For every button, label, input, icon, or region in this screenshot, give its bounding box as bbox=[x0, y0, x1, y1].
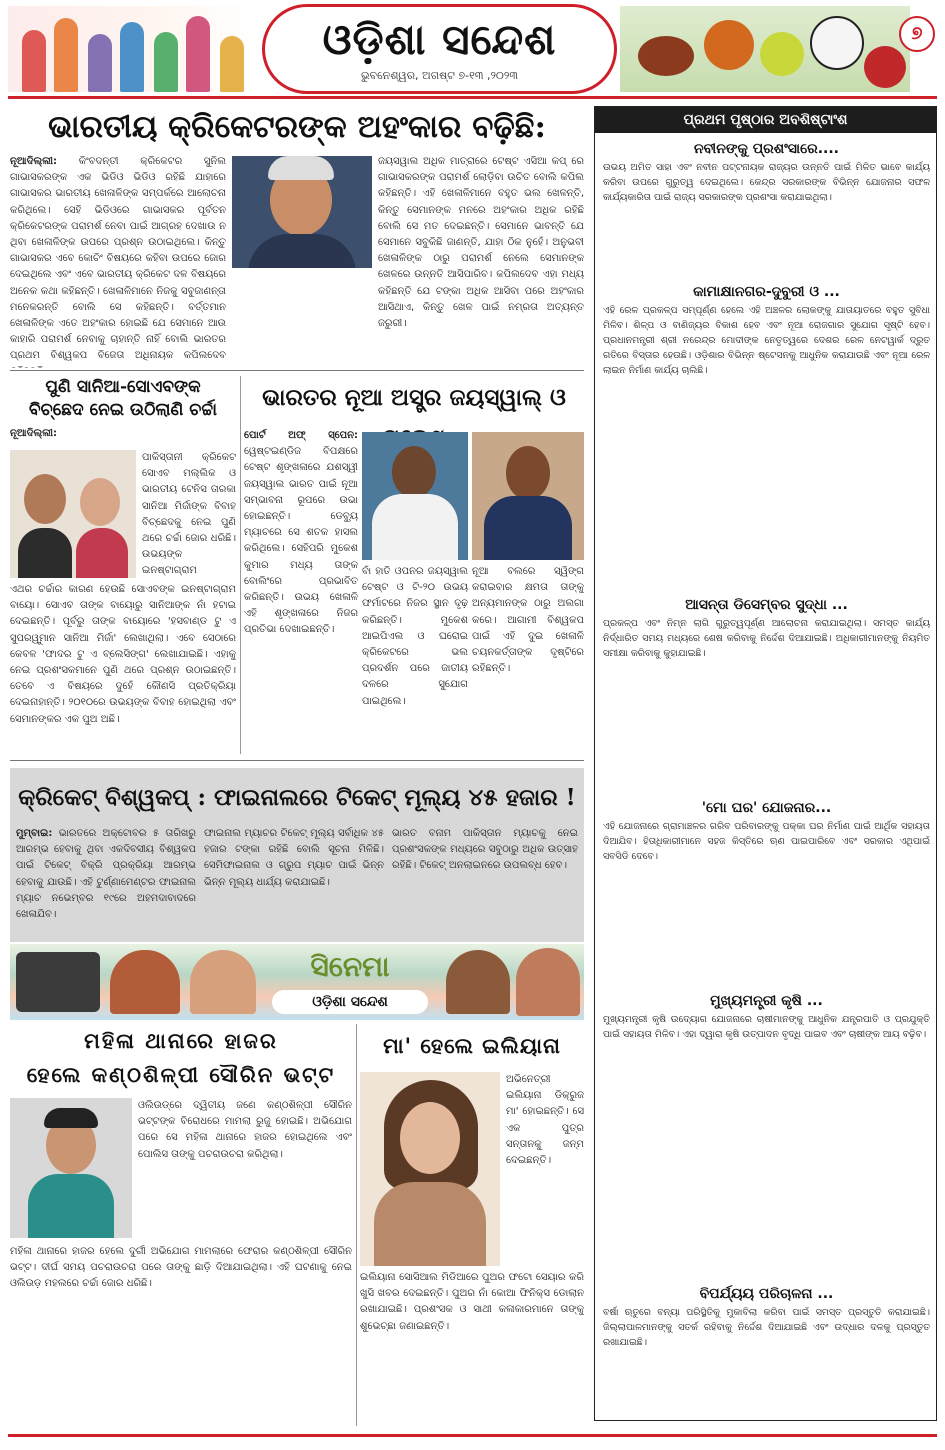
article6-side: ଅଭିନେତ୍ରୀ ଇଲିୟାନା ଡିକ୍ରୁଜ ମା' ହୋଇଛନ୍ତି। ସେ ଏକ ପୁତ୍ର ସନ୍ତାନକୁ ଜନ୍ମ ଦେଇଛନ୍ତି। bbox=[506, 1074, 584, 1166]
article2-dateline: ନୂଆଦିଲ୍ଲୀ: bbox=[10, 428, 58, 439]
section-text: ବର୍ଷା ଋତୁରେ ବନ୍ୟା ପରିସ୍ଥିତିକୁ ମୁକାବିଲା କରିବା ପାଇଁ ସମସ୍ତ ପ୍ରସ୍ତୁତି କରାଯାଇଛି। ଜିଲ୍ଲାପାଳମାନଙ୍କୁ ସତର୍କ ରହିବାକୁ ନିର୍ଦ୍ଦେଶ ଦିଆଯାଇଛି ଏବଂ ଉଦ୍ଧାର ଦଳକୁ ପ୍ରସ୍ତୁତ ରଖାଯାଇଛି। bbox=[603, 1307, 930, 1349]
continuations-body bbox=[603, 137, 930, 1417]
actor-thumbnail bbox=[446, 950, 510, 1014]
section-title: ନବୀନଙ୍କୁ ପ୍ରଶଂସାରେ.... bbox=[693, 141, 840, 157]
article3-dateline: ପୋର୍ଟ ଅଫ୍ ସ୍ପେନ: bbox=[244, 430, 358, 441]
jaiswal-photo bbox=[362, 432, 468, 560]
article2-dateline-row bbox=[10, 426, 236, 448]
article1-dateline: ନୂଆଦିଲ୍ଲୀ: bbox=[10, 156, 58, 167]
article5-body bbox=[10, 1244, 352, 1426]
article4-col3 bbox=[392, 826, 578, 938]
masthead bbox=[0, 0, 945, 98]
article5-headline bbox=[10, 1024, 352, 1092]
article1-text-1: କିଂବଦନ୍ତୀ କ୍ରିକେଟର ସୁନିଲ ଗାଭାସକରଙ୍କ ଏକ ଭିଡିଓ ଭିଡିଓ ରହିଛି ଯାହାରେ ଗାଭାସକର ଭାରତୀୟ ଖେଳାଳିଙ୍କ ସମ୍ପର୍କରେ ଆଲୋଚନା କରିଥିଲେ। ସେହି ଭିଡିଓରେ ଗାଭାସକର ପୂର୍ବତନ କ୍ରିକେଟରଙ୍କ ପରାମର୍ଶ ନେବା ପାଇଁ ଆଗ୍ରହ ଦେଖାଉ ନ ଥିବା ଖେଳାଳିଙ୍କ ଉପରେ ପ୍ରଶ୍ନ ଉଠାଇଥିଲେ। କିନ୍ତୁ ଗାଭାସକର ଏବେ କୋଚିଂ ବିଷୟରେ କହିବା ଉପରେ ଜୋର ଦେଇଥିଲେ ଏବଂ ଏବେ ଭାରତୀୟ କ୍ରିକେଟ ଦଳ ବିଷୟରେ ଅନେକ କଥା କହିଛନ୍ତି। ଖେଳାଳିମାନେ ନିଜକୁ ସବୁଜାଣନ୍ତା ମନେକରନ୍ତି ବୋଲି ସେ କହିଛନ୍ତି। ବର୍ତ୍ତମାନ ଖେଳାଳିଙ୍କ ଏତେ ଅହଂକାର ହୋଇଛି ଯେ ସେମାନେ ଆଉ କାହାରି ପରାମର୍ଶ ନେବାକୁ ଚାହାନ୍ତି ନାହିଁ ବୋଲି ଭାରତର ପ୍ରଥମ ବିଶ୍ୱକପ ବିଜେତା ଅଧିନାୟକ କପିଲଦେବ bbox=[10, 156, 226, 362]
masthead-rule bbox=[8, 96, 937, 99]
section-text: ଉଭୟ ଅମିତ ସାହା ଏବଂ ନବୀନ ପଟ୍ଟନାୟକ ରାଜ୍ୟର ଉନ୍ନତି ପାଇଁ ମିଳିତ ଭାବେ କାର୍ଯ୍ୟ କରିବା ଉପରେ ଗୁରୁତ୍ୱ ଦେଇଥିଲେ। କେନ୍ଦ୍ର ସରକାରଙ୍କ ବିଭିନ୍ନ ଯୋଜନାର ସଫଳ କାର୍ଯ୍ୟକାରିତା ପାଇଁ ରାଜ୍ୟ ସରକାରଙ୍କ ପ୍ରଶଂସା କରାଯାଇଥିଲା। bbox=[603, 162, 930, 204]
footer-rule bbox=[8, 1434, 937, 1437]
article2-side: ପାକିସ୍ତାନୀ କ୍ରିକେଟ ସୋଏବ ମଲ୍ଲିକ ଓ ଭାରତୀୟ ଟେନିସ ତାରକା ସାନିଆ ମିର୍ଜାଙ୍କ ବିବାହ ବିଚ୍ଛେଦକୁ ନେଇ ପୁଣି ଥରେ ଚର୍ଚ୍ଚା ଜୋର ଧରିଛି। ଉଭୟଙ୍କ ଇନଷ୍ଟାଗ୍ରାମ bbox=[142, 452, 236, 577]
section-title: ଆସନ୍ତା ଡିସେମ୍ବର ସୁଦ୍ଧା ... bbox=[685, 597, 848, 613]
issue-date: ଭୁବନେଶ୍ୱର, ଅଗଷ୍ଟ ୭-୧୩ ,୨୦୨୩ bbox=[360, 69, 519, 82]
article3-headline: ଭାରତର ନୂଆ ଅସ୍ତ୍ର ଜୟସ୍ୱାଲ୍ ଓ bbox=[262, 384, 566, 411]
article2-body bbox=[10, 582, 236, 754]
section-text: ଏହି ଯୋଜନାରେ ଗ୍ରାମାଞ୍ଚଳର ଗରିବ ପରିବାରଙ୍କୁ ପକ୍କା ଘର ନିର୍ମାଣ ପାଇଁ ଆର୍ଥିକ ସହାୟତା ଦିଆଯିବ। ହିତାଧିକାରୀମାନେ ସହଜ କିସ୍ତିରେ ଋଣ ପାଇପାରିବେ ଏବଂ ସରକାର ଏଥିପାଇଁ ସବସିଡି ଦେବେ। bbox=[603, 821, 930, 863]
sourin-bhatt-photo bbox=[10, 1098, 132, 1238]
article4-text-2: ଫାଇନାଲ ମ୍ୟାଚର ଟିକେଟ୍ ମୂଲ୍ୟ ସର୍ବାଧିକ ୪୫ ହଜାର ଟଙ୍କା ରହିଛି ବୋଲି ସୂଚନା ମିଳିଛି। ସେମିଫାଇନାଲ ଓ ଗ୍ରୁପ ମ୍ୟାଚ ପାଇଁ ଭିନ୍ନ ଭିନ୍ନ ମୂଲ୍ୟ ଧାର୍ଯ୍ୟ କରାଯାଇଛି। bbox=[204, 828, 384, 888]
cinema-subtitle: ଓଡ଼ିଶା ସନ୍ଦେଶ bbox=[272, 990, 428, 1014]
article3-text-1: ୱେଷ୍ଟଇଣ୍ଡିଜ ବିପକ୍ଷରେ ଟେଷ୍ଟ ଶୃଙ୍ଖଳାରେ ଯଶସ୍ୱୀ ଜୟସ୍ୱାଲ ଭାରତ ପାଇଁ ନୂଆ ସମ୍ଭାବନା ରୂପରେ ଉଭା ହୋଇଛନ୍ତି। ଡେବ୍ୟୁ ମ୍ୟାଚରେ ସେ ଶତକ ହାସଲ କରିଥିଲେ। ସେହିପରି ମୁକେଶ କୁମାର ମଧ୍ୟ ତାଙ୍କ ବୋଲିଂରେ ପ୍ରଭାବିତ କରିଛନ୍ତି। ଉଭୟ ଖେଳାଳି ଏହି ଶୃଙ୍ଖଳାରେ ନିଜର ପ୍ରତିଭା ଦେଖାଇଛନ୍ତି। bbox=[244, 446, 358, 636]
article4-headline: କ୍ରିକେଟ୍ ବିଶ୍ୱକପ୍ : ଫାଇନାଲରେ ଟିକେଟ୍ ମୂଲ୍ୟ ୪୫ ହଜାର ! bbox=[18, 784, 576, 811]
cinema-banner bbox=[10, 944, 584, 1020]
article3-col2 bbox=[362, 564, 468, 754]
article4-col1 bbox=[16, 826, 196, 938]
article6-headline: ମା' ହେଲେ ଇଲିୟାନା bbox=[383, 1033, 561, 1058]
article4-text-3: ଭାରତ ବନାମ ପାକିସ୍ତାନ ମ୍ୟାଚକୁ ନେଇ ପ୍ରଶଂସକଙ୍କ ମଧ୍ୟରେ ସବୁଠାରୁ ଅଧିକ ଉତ୍ସାହ ରହିଛି। ଟିକେଟ୍ ଅନଲାଇନରେ ଉପଲବ୍ଧ ହେବ। bbox=[392, 828, 578, 872]
section-text: ପ୍ରକଳ୍ପ ଏବଂ ନିମ୍ନ ଲାଗି ଗୁରୁତ୍ୱପୂର୍ଣ୍ଣ ଆଲୋଚନା କରାଯାଇଥିଲା। ସମସ୍ତ କାର୍ଯ୍ୟ ନିର୍ଦ୍ଧାରିତ ସମୟ ମଧ୍ୟରେ ଶେଷ କରିବାକୁ ନିର୍ଦ୍ଦେଶ ଦିଆଯାଇଛି। ଅଧିକାରୀମାନଙ୍କୁ ନିୟମିତ ସମୀକ୍ଷା କରିବାକୁ କୁହାଯାଇଛି। bbox=[603, 618, 930, 660]
section-text: ମୁଖ୍ୟମନ୍ତ୍ରୀ କୃଷି ଉଦ୍ୟୋଗ ଯୋଜନାରେ ଚାଷୀମାନଙ୍କୁ ଆଧୁନିକ ଯନ୍ତ୍ରପାତି ଓ ପ୍ରଯୁକ୍ତି ପାଇଁ ସହାୟତା ମିଳିବ। ଏହା ଦ୍ୱାରା କୃଷି ଉତ୍ପାଦନ ବୃଦ୍ଧି ପାଇବ ଏବଂ ଚାଷୀଙ୍କ ଆୟ ବଢ଼ିବ। bbox=[603, 1014, 930, 1041]
article2-text: ଏଥର ଚର୍ଚ୍ଚାର କାରଣ ହେଉଛି ସୋଏବଙ୍କ ଇନଷ୍ଟାଗ୍ରାମ ବାୟୋ। ସୋଏବ ତାଙ୍କ ବାୟୋରୁ ସାନିଆଙ୍କ ନାଁ ହଟାଇ ଦେଇଛନ୍ତି। ପୂର୍ବରୁ ତାଙ୍କ ବାୟୋରେ 'ହସବାଣ୍ଡ ଟୁ ଏ ସୁପରୱୁମାନ ସାନିଆ ମିର୍ଜା' ଲେଖାଥିଲା। ଏବେ ସେଠାରେ କେବଳ 'ଫାଦର ଟୁ ଏ ବ୍ଲେସିଙ୍ଗ' ଲେଖାଯାଇଛି। ଏହାକୁ ନେଇ ପ୍ରଶଂସକମାନେ ପୁଣି ଥରେ ପ୍ରଶ୍ନ ଉଠାଇଛନ୍ତି। ତେବେ ଏ ବିଷୟରେ ଦୁହେଁ କୌଣସି ପ୍ରତିକ୍ରିୟା ଦେଇନାହାନ୍ତି। ୨୦୧୦ରେ ଉଭୟଙ୍କ ବିବାହ ହୋଇଥିଲା ଏବଂ ସେମାନଙ୍କର ଏକ ପୁଅ ଅଛି। bbox=[10, 584, 236, 725]
article3-text-3: ନୂଆ ବଲରେ ସ୍ୱିଙ୍ଗ କରାଇବାର କ୍ଷମତା ତାଙ୍କୁ ଅନ୍ୟମାନଙ୍କ ଠାରୁ ଅଲଗା କରେ। ଆଗାମୀ ବିଶ୍ୱକପ ପାଇଁ ଏହି ଦୁଇ ଖେଳାଳି ଚୟନକର୍ତ୍ତାଙ୍କ ଦୃଷ୍ଟିରେ ରହିଛନ୍ତି। bbox=[472, 566, 584, 675]
divider bbox=[10, 760, 584, 761]
divider bbox=[10, 370, 584, 371]
sports-collage-left bbox=[8, 6, 258, 92]
section-text: ଏହି ରେଳ ପ୍ରକଳ୍ପ ସମ୍ପୂର୍ଣ୍ଣ ହେଲେ ଏହି ଅଞ୍ଚଳର ଲୋକଙ୍କୁ ଯାତାୟାତରେ ବହୁତ ସୁବିଧା ମିଳିବ। ଶିଳ୍ପ ଓ ବାଣିଜ୍ୟର ବିକାଶ ହେବ ଏବଂ ନୂଆ ରୋଜଗାର ସୁଯୋଗ ସୃଷ୍ଟି ହେବ। ପ୍ରଧାନମନ୍ତ୍ରୀ ଶ୍ରୀ ନରେନ୍ଦ୍ର ମୋଦୀଙ୍କ ନେତୃତ୍ୱରେ ଦେଶର ରେଳ ନେଟୱାର୍କ ଦ୍ରୁତ ଗତିରେ ବିସ୍ତାର ହେଉଛି। ଓଡ଼ିଶାର ବିଭିନ୍ନ ଷ୍ଟେସନକୁ ଆଧୁନିକ କରାଯାଉଛି ଏବଂ ନୂଆ ରେଳ ଲାଇନ ନିର୍ମାଣ କାର୍ଯ୍ୟ ଚାଲିଛି। bbox=[603, 305, 930, 377]
article1-headline: ଭାରତୀୟ କ୍ରିକେଟରଙ୍କ ଅହଂକାର ବଢ଼ିଛି: bbox=[48, 109, 546, 145]
article6-text: ଇଲିୟାନା ସୋସିଆଲ ମିଡିଆରେ ପୁଅର ଫଟୋ ସେୟାର କରି ଖୁସି ଖବର ଦେଇଛନ୍ତି। ପୁଅର ନାଁ କୋଆ ଫିନିକ୍ସ ଡୋଲାନ ରଖାଯାଇଛି। ପ୍ରଶଂସକ ଓ ସାଥୀ କଳାକାରମାନେ ତାଙ୍କୁ ଶୁଭେଚ୍ଛା ଜଣାଇଛନ୍ତି। bbox=[360, 1272, 584, 1332]
article5-headline-line2: ହେଲେ କଣ୍ଠଶିଳ୍ପୀ ସୌରିନ ଭଟ୍ଟ bbox=[26, 1062, 336, 1087]
article2-headline-line1: ପୁଣି ସାନିଆ-ସୋଏବଙ୍କ bbox=[45, 377, 201, 397]
actress-thumbnail bbox=[190, 950, 256, 1014]
article3-text-2: ବାଁ ହାତି ଓପନର ଜୟସ୍ୱାଲ ଟେଷ୍ଟ ଓ ଟି-୨୦ ଉଭୟ ଫର୍ମାଟରେ ନିଜର ସ୍ଥାନ ଦୃଢ଼ କରିଛନ୍ତି। ମୁକେଶ ଆଇପିଏଲ ଓ ଘରୋଇ କ୍ରିକେଟରେ ଭଲ ପ୍ରଦର୍ଶନ ପରେ ଜାତୀୟ ଦଳରେ ସୁଯୋଗ ପାଇଥିଲେ। bbox=[362, 566, 468, 707]
article5-text: ମହିଳା ଥାନାରେ ହାଜର ହେଲେ ଦୁର୍ଗୀ ଅଭିଯୋଗ ମାମଲାରେ ଫେରାର କଣ୍ଠଶିଳ୍ପୀ ସୌରିନ ଭଟ୍ଟ। ଦୀର୍ଘ ସମୟ ପଚରାଉଚରା ପରେ ତାଙ୍କୁ ଛାଡ଼ି ଦିଆଯାଇଥିଲା। ଏହି ଘଟଣାକୁ ନେଇ ଓଲିଉଡ଼ ମହଲରେ ଚର୍ଚ୍ଚା ଜୋର ଧରିଛି। bbox=[10, 1246, 352, 1290]
article4-col2 bbox=[204, 826, 384, 938]
section-title: ବିପର୍ଯ୍ୟୟ ପରିଚାଳନା ... bbox=[699, 1286, 834, 1302]
film-reel-icon bbox=[16, 952, 100, 1012]
section-title: ମୁଖ୍ୟମନ୍ତ୍ରୀ କୃଷି ... bbox=[710, 993, 823, 1009]
article6-side-text bbox=[506, 1072, 584, 1266]
mukesh-photo bbox=[472, 432, 584, 560]
kapil-dev-photo bbox=[232, 156, 372, 268]
sports-balls-right bbox=[620, 6, 910, 92]
ileana-photo bbox=[360, 1072, 500, 1266]
article2-headline bbox=[10, 376, 236, 422]
section-title: କାମାକ୍ଷାନଗର-ଦୁବୁରୀ ଓ ... bbox=[693, 284, 840, 300]
article3-col3 bbox=[472, 564, 584, 754]
section-title: 'ମୋ ଘର' ଯୋଜନାର... bbox=[701, 800, 832, 816]
divider bbox=[240, 376, 241, 754]
article1-text-2: ଜୟସୱାଲ ଅଧିକ ମାତ୍ରାରେ ଟେଷ୍ଟ ଏସିଆ କପ୍ ରେ ଗାଭାସକରଙ୍କ ପରାମର୍ଶ ଲୋଡ଼ିବା ଉଚିତ ବୋଲି କପିଲ କହିଛନ୍ତି। ଏହି ଖେଳାଳିମାନେ ବହୁତ ଭଲ ଖେଳନ୍ତି, କିନ୍ତୁ ସେମାନଙ୍କ ମନରେ ଅହଂକାର ଅଧିକ ରହିଛି ବୋଲି ସେ ମତ ଦେଇଛନ୍ତି। ସେମାନେ ଭାବନ୍ତି ଯେ ସେମାନେ ସବୁକିଛି ଜାଣନ୍ତି, ଯାହା ଠିକ ନୁହେଁ। ଅନୁଭବୀ ଖେଳାଳିଙ୍କ ଠାରୁ ପରାମର୍ଶ ନେଲେ ସେମାନଙ୍କ ଖେଳରେ ଉନ୍ନତି ଆସିପାରିବ। କପିଲଦେବ ଏହା ମଧ୍ୟ କହିଛନ୍ତି ଯେ ଟଙ୍କା ଅଧିକ ଆସିବା ପରେ ଅହଂକାର ଆସିଥାଏ, କିନ୍ତୁ ଖେଳ ପାଇଁ ନମ୍ରତା ଅତ୍ୟନ୍ତ ଜରୁରୀ। bbox=[378, 156, 584, 329]
cinema-title: ସିନେମା bbox=[310, 950, 390, 983]
article4-dateline: ମୁମ୍ବାଇ: bbox=[16, 828, 53, 839]
page-number: ୭ bbox=[899, 16, 935, 52]
front-page-continuations bbox=[594, 106, 937, 1421]
article5-side-text bbox=[138, 1098, 352, 1240]
divider bbox=[356, 1024, 357, 1426]
actress-thumbnail bbox=[516, 948, 580, 1016]
article3-col1 bbox=[244, 428, 358, 754]
masthead-logo bbox=[262, 4, 617, 94]
article6-body bbox=[360, 1270, 584, 1426]
article1-col2 bbox=[378, 154, 584, 368]
newspaper-title: ଓଡ଼ିଶା ସନ୍ଦେଶ bbox=[322, 15, 557, 64]
article5-side: ଓଲିଉଡ୍ରେ ଦ୍ୱିତୀୟ ଜଣେ କଣ୍ଠଶିଳ୍ପୀ ସୌରିନ ଭଟ୍ଟଙ୍କ ବିରୋଧରେ ମାମଲା ରୁଜୁ ହୋଇଛି। ଅଭିଯୋଗ ପରେ ସେ ମହିଳା ଥାନାରେ ହାଜର ହୋଇଥିଲେ ଏବଂ ପୋଲିସ ତାଙ୍କୁ ପଚରାଉଚରା କରିଥିଲା। bbox=[138, 1100, 352, 1160]
article1-col1 bbox=[10, 154, 226, 368]
article4-text-1: ଭାରତରେ ଅକ୍ଟୋବର ୫ ତାରିଖରୁ ଆରମ୍ଭ ହେବାକୁ ଥିବା ଏକଦିବସୀୟ ବିଶ୍ୱକପ ପାଇଁ ଟିକେଟ୍ ବିକ୍ରି ପ୍ରକ୍ରିୟା ଆରମ୍ଭ ହେବାକୁ ଯାଉଛି। ଏହି ଟୁର୍ଣ୍ଣାମେଣ୍ଟର ଫାଇନାଲ ମ୍ୟାଚ ନଭେମ୍ବର ୧୯ରେ ଅହମଦାବାଦରେ ଖେଳାଯିବ। bbox=[16, 828, 196, 920]
article2-headline-line2: ବିଚ୍ଛେଦ ନେଇ ଉଠିଲାଣି ଚର୍ଚ୍ଚା bbox=[29, 400, 217, 420]
actress-thumbnail bbox=[110, 950, 180, 1014]
continuations-header: ପ୍ରଥମ ପୃଷ୍ଠାର ଅବଶିଷ୍ଟାଂଶ bbox=[595, 107, 936, 133]
article5-headline-line1: ମହିଳା ଥାନାରେ ହାଜର bbox=[84, 1028, 278, 1053]
article2-side-text bbox=[142, 450, 236, 580]
sania-shoaib-photo bbox=[10, 450, 136, 578]
